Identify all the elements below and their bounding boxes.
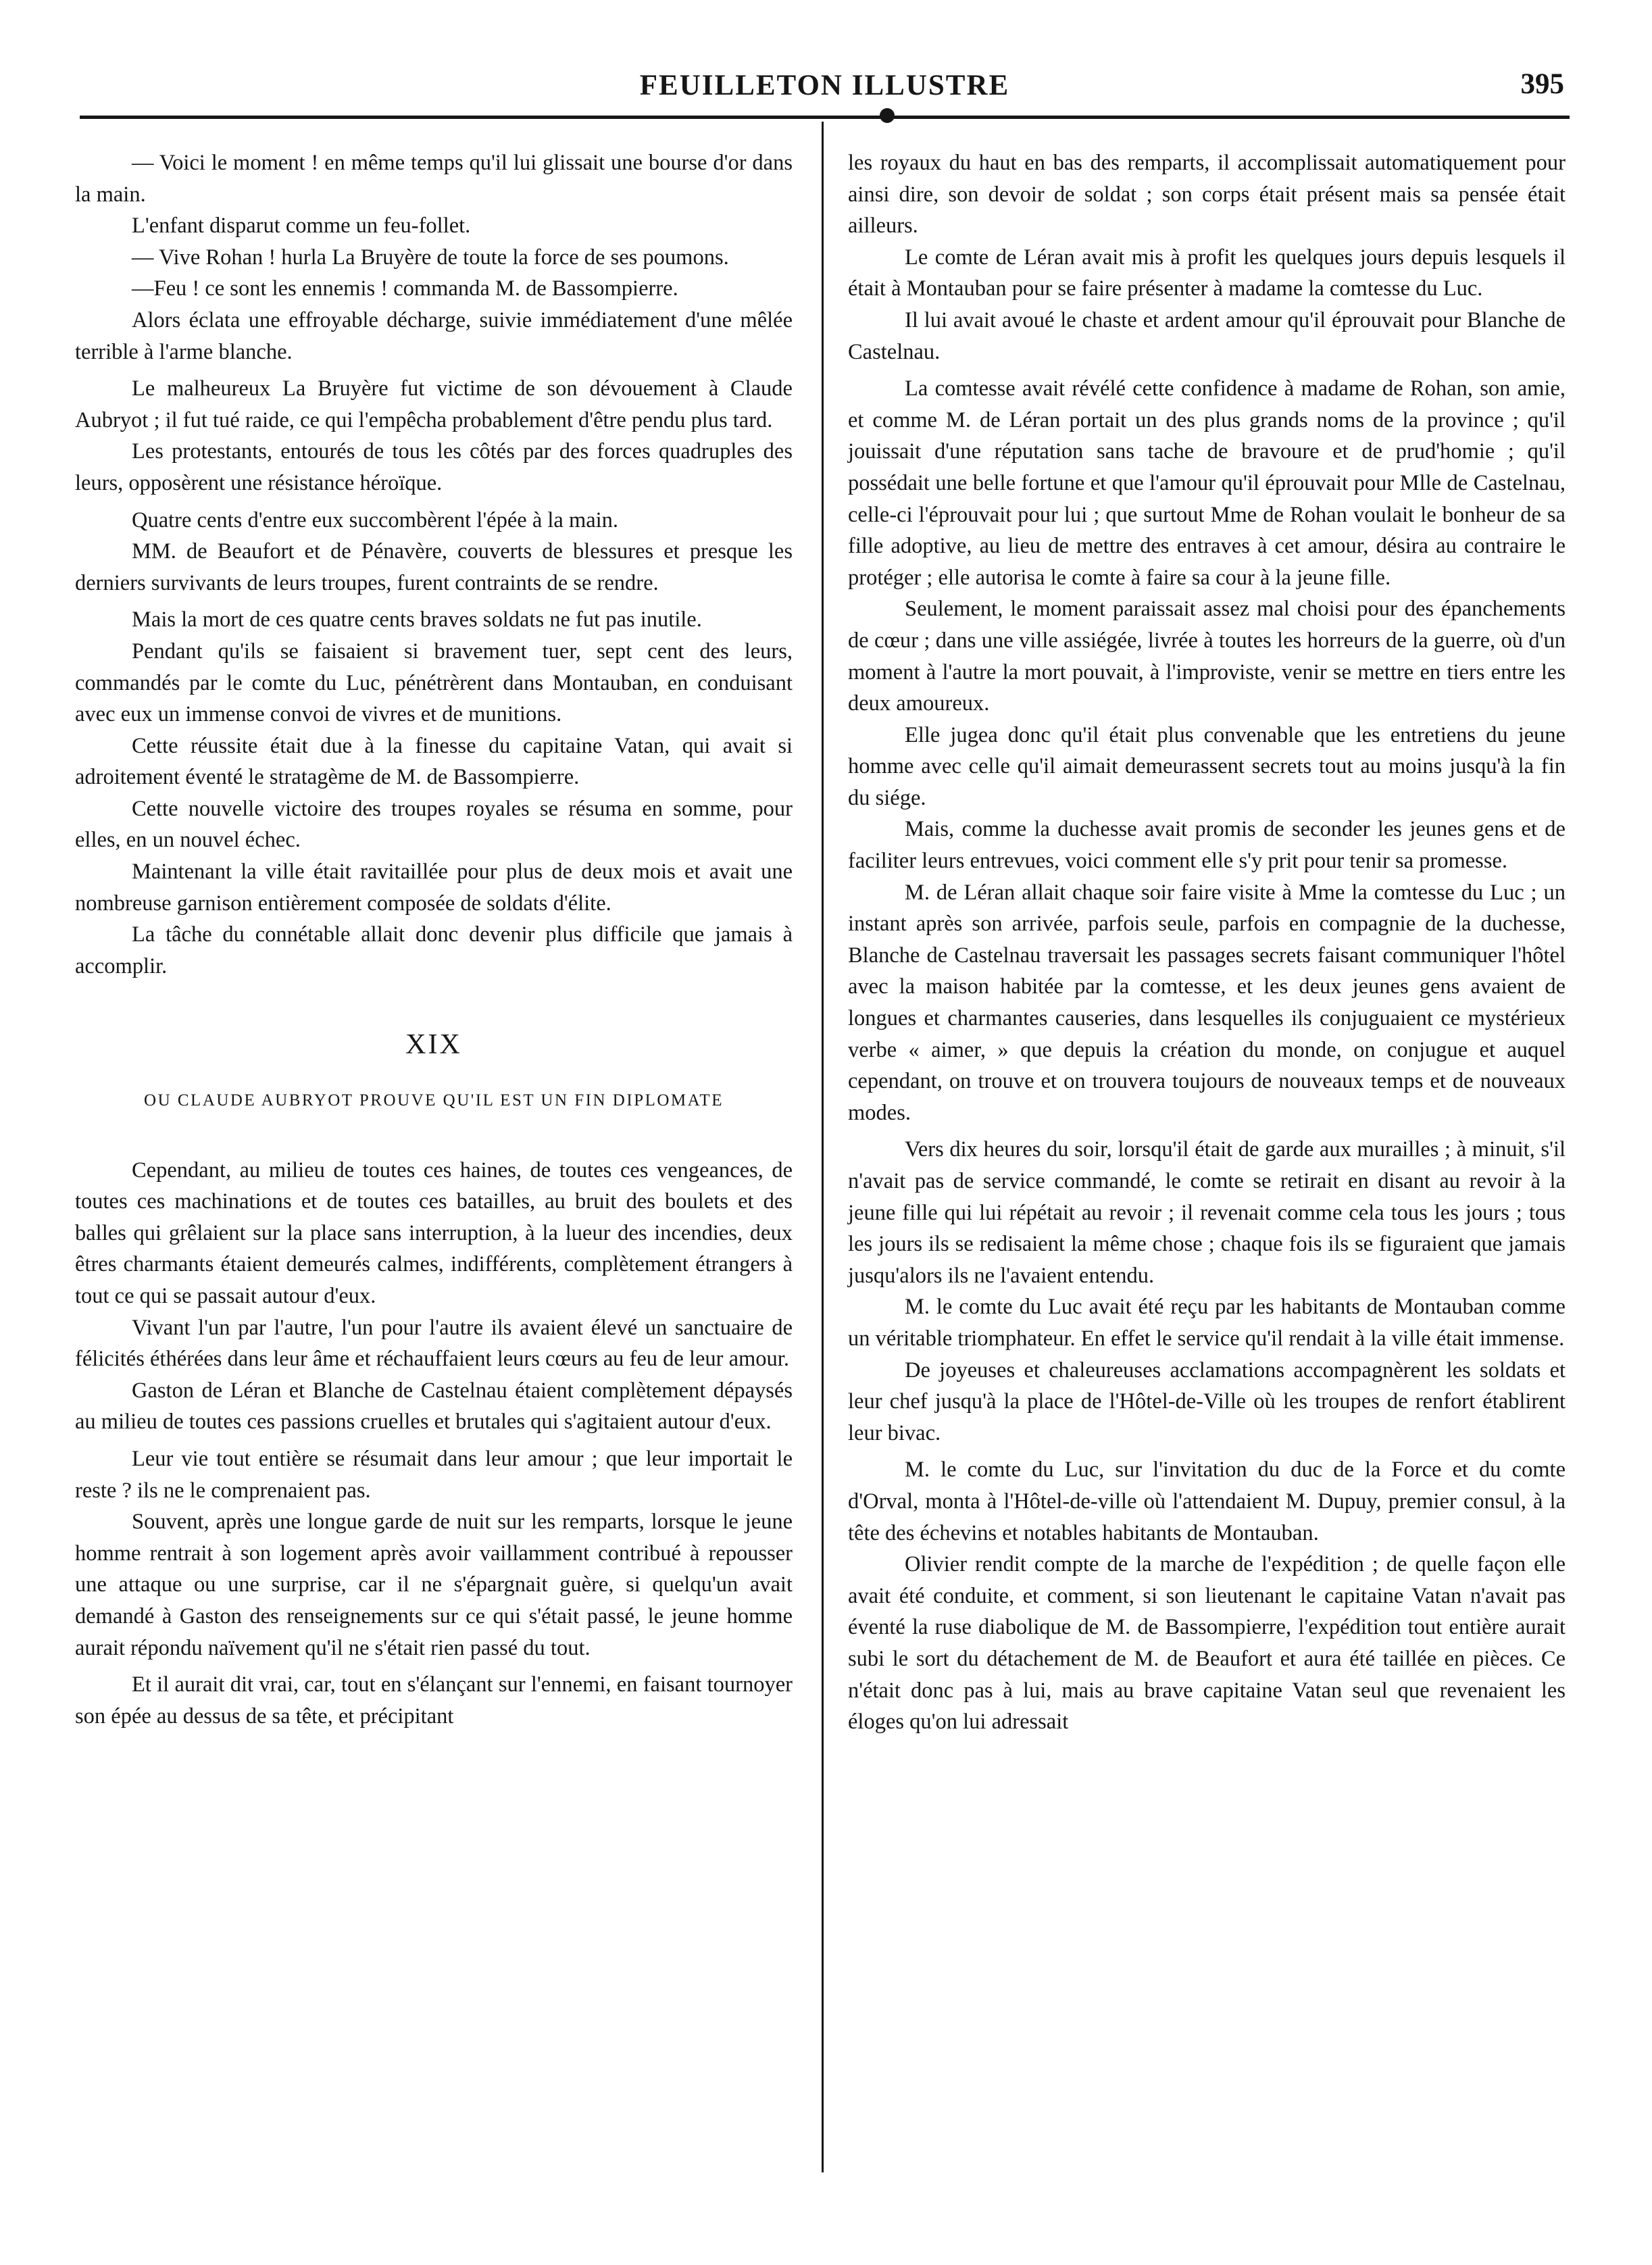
paragraph: — Voici le moment ! en même temps qu'il lui glissait une bourse d'or dans la main. (75, 151, 793, 207)
paragraph: Cependant, au milieu de toutes ces haines, de toutes ces vengeances, de toutes ces machinations et de toutes ces batailles, au bruit des boulets et des balles qui grêlaient sur la place sans interruption, à la lueur des incendies, deux êtres charmants étaient demeurés calmes, indifférents, complètement étrangers à tout ce qui se passait autour d'eux. (75, 1158, 793, 1308)
paragraph: Gaston de Léran et Blanche de Castelnau étaient complètement dépaysés au milieu de toutes ces passions cruelles et brutales qui s'agitaient autour d'eux. (75, 1378, 793, 1435)
column-divider (822, 122, 824, 2172)
paragraph: Il lui avait avoué le chaste et ardent amour qu'il éprouvait pour Blanche de Castelnau. (848, 307, 1566, 364)
paragraph: Maintenant la ville était ravitaillée pour plus de deux mois et avait une nombreuse garnison entièrement composée de soldats d'élite. (75, 860, 793, 916)
paragraph: De joyeuses et chaleureuses acclamations accompagnèrent les soldats et leur chef jusqu'à la place de l'Hôtel-de-Ville où les troupes de renfort établirent leur bivac. (848, 1358, 1566, 1445)
paragraph: L'enfant disparut comme un feu-follet. (132, 214, 471, 239)
paragraph: Mais la mort de ces quatre cents braves soldats ne fut pas inutile. (132, 607, 702, 632)
paragraph: les royaux du haut en bas des remparts, il accomplissait automatiquement pour ainsi dire, son devoir de soldat ; son corps était présent mais sa pensée était ailleurs. (848, 151, 1566, 239)
paragraph: Pendant qu'ils se faisaient si bravement tuer, sept cent des leurs, commandés par le comte du Luc, pénétrèrent dans Montauban, en conduisant avec eux un immense convoi de vivres et de munitions. (75, 639, 793, 727)
paragraph: Le malheureux La Bruyère fut victime de son dévouement à Claude Aubryot ; il fut tué raide, ce qui l'empêcha probablement d'être pendu plus tard. (75, 376, 793, 432)
paragraph: La comtesse avait révélé cette confidence à madame de Rohan, son amie, et comme M. de Léran portait un des plus grands noms de la province ; qu'il jouissait d'une réputation sans tache de bravoure et de prud'homie ; qu'il possédait une belle fortune et que l'amour qu'il éprouvait pour Mlle de Castelnau, celle-ci l'éprouvait pour lui ; que surtout Mme de Rohan voulait le bonheur de sa fille adoptive, au lieu de mettre des entraves à cet amour, désira au contraire le protéger ; elle autorisa le comte à faire sa cour à la jeune fille. (848, 376, 1566, 590)
paragraph: Cette nouvelle victoire des troupes royales se résuma en somme, pour elles, en un nouvel échec. (75, 796, 793, 853)
paragraph: Souvent, après une longue garde de nuit sur les remparts, lorsque le jeune homme rentrait à son logement après avoir vaillamment contribué à repousser une attaque ou une surprise, car il ne s'épargnait guère, si quelqu'un avait demandé à Gaston des renseignements sur ce qui s'était passé, le jeune homme aurait répondu naïvement qu'il ne s'était rien passé du tout. (75, 1510, 793, 1660)
chapter-title: OU CLAUDE AUBRYOT PROUVE QU'IL EST UN FIN DIPLOMATE (144, 1091, 724, 1110)
paragraph: MM. de Beaufort et de Pénavère, couverts de blessures et presque les derniers survivants de leurs troupes, furent contraints de se rendre. (75, 539, 793, 595)
paragraph: Le comte de Léran avait mis à profit les quelques jours depuis lesquels il était à Montauban pour se faire présenter à madame la comtesse du Luc. (848, 245, 1566, 301)
paragraph: Et il aurait dit vrai, car, tout en s'élançant sur l'ennemi, en faisant tournoyer son épée au dessus de sa tête, et précipitant (75, 1672, 793, 1728)
header-rule (80, 116, 1570, 119)
paragraph: — Vive Rohan ! hurla La Bruyère de toute la force de ses poumons. (132, 245, 729, 270)
paragraph: M. le comte du Luc, sur l'invitation du duc de la Force et du comte d'Orval, monta à l'Hôtel-de-ville où l'attendaient M. Dupuy, premier consul, à la tête des échevins et notables habitants de Montauban. (848, 1458, 1566, 1545)
paragraph: M. de Léran allait chaque soir faire visite à Mme la comtesse du Luc ; un instant après son arrivée, parfois seule, parfois en compagnie de la duchesse, Blanche de Castelnau traversait les passages secrets faisant communiquer l'hôtel avec la maison habitée par la comtesse, et les deux jeunes gens avaient de longues et charmantes causeries, dans lesquelles ils conjuguaient ce mystérieux verbe « aimer, » que depuis la création du monde, on conjugue et auquel cependant, on trouve et on trouvera toujours de nouveaux temps et de nouveaux modes. (848, 880, 1566, 1125)
paragraph: Cette réussite était due à la finesse du capitaine Vatan, qui avait si adroitement éventé le stratagème de M. de Bassompierre. (75, 733, 793, 790)
ornament-dot (880, 108, 895, 123)
right-column (848, 147, 1566, 1738)
paragraph: M. le comte du Luc avait été reçu par les habitants de Montauban comme un véritable triomphateur. En effet le service qu'il rendait à la ville était immense. (848, 1295, 1566, 1351)
paragraph: Vivant l'un par l'autre, l'un pour l'autre ils avaient élevé un sanctuaire de félicités éthérées dans leur âme et réchauffaient leurs cœurs au feu de leur amour. (75, 1315, 793, 1372)
paragraph: Seulement, le moment paraissait assez mal choisi pour des épanchements de cœur ; dans une ville assiégée, livrée à toutes les horreurs de la guerre, où d'un moment à l'autre la mort pouvait, à l'improviste, venir se mettre en tiers entre les deux amoureux. (848, 597, 1566, 716)
paragraph: Elle jugea donc qu'il était plus convenable que les entretiens du jeune homme avec celle qu'il aimait demeurassent secrets tout au moins jusqu'à la fin du siége. (848, 722, 1566, 810)
paragraph: Mais, comme la duchesse avait promis de seconder les jeunes gens et de faciliter leurs entrevues, voici comment elle s'y prit pour tenir sa promesse. (848, 817, 1566, 874)
page-header (80, 65, 1570, 105)
paragraph: Les protestants, entourés de tous les côtés par des forces quadruples des leurs, opposèrent une résistance héroïque. (75, 439, 793, 495)
paragraph: Quatre cents d'entre eux succombèrent l'épée à la main. (132, 507, 619, 532)
left-column (75, 147, 793, 1732)
running-title: FEUILLETON ILLUSTRE (639, 70, 1010, 101)
paragraph: —Feu ! ce sont les ennemis ! commanda M. de Bassompierre. (132, 276, 678, 301)
paragraph: Vers dix heures du soir, lorsqu'il était de garde aux murailles ; à minuit, s'il n'avait pas de service commandé, le comte se retirait en disant au revoir à la jeune fille qui lui répétait au revoir ; il revenait comme cela tous les jours ; tous les jours ils se redisaient la même chose ; chaque fois ils se figuraient que jamais jusqu'alors ils ne l'avaient entendu. (848, 1137, 1566, 1288)
page-number: 395 (1520, 68, 1564, 100)
paragraph: Alors éclata une effroyable décharge, suivie immédiatement d'une mêlée terrible à l'arme blanche. (75, 307, 793, 364)
paragraph: Olivier rendit compte de la marche de l'expédition ; de quelle façon elle avait été conduite, et comment, si son lieutenant le capitaine Vatan n'avait pas éventé la ruse diabolique de M. de Bassompierre, l'expédition tout entière aurait subi le sort du détachement de M. de Beaufort et aura été taillée en pièces. Ce n'était donc pas à lui, mais au brave capitaine Vatan seul que revenaient les éloges qu'on lui adressait (848, 1552, 1566, 1735)
paragraph: La tâche du connétable allait donc devenir plus difficile que jamais à accomplir. (75, 922, 793, 978)
paragraph: Leur vie tout entière se résumait dans leur amour ; que leur importait le reste ? ils ne le comprenaient pas. (75, 1446, 793, 1503)
chapter-number: XIX (405, 1029, 462, 1061)
